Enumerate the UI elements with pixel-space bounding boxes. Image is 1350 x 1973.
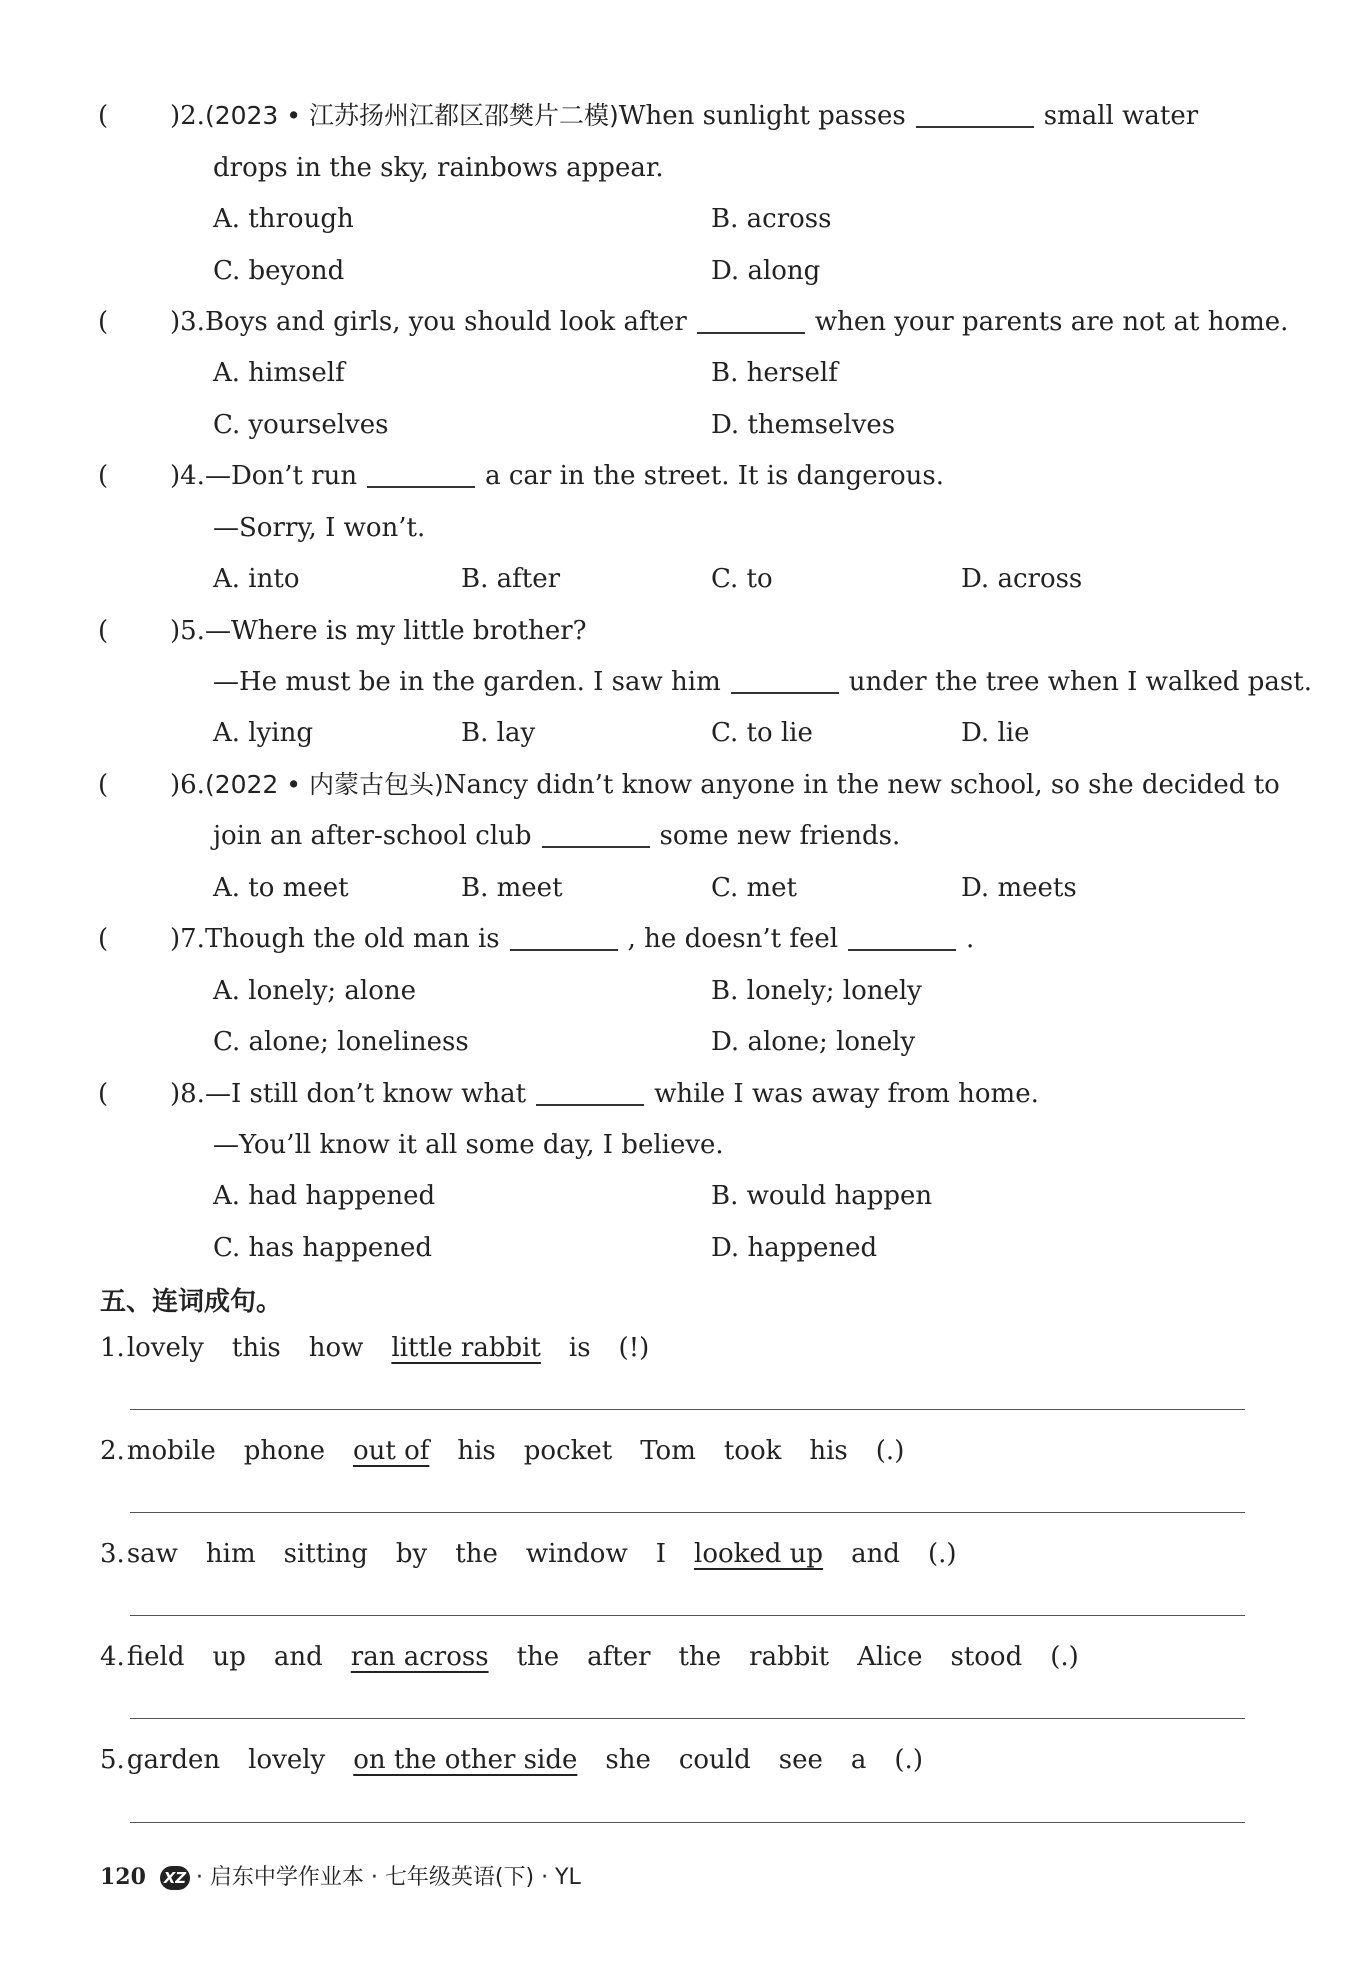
word-chip: (.) [894, 1745, 923, 1775]
word-order-row [100, 1330, 677, 1366]
question-stem: join an after-school club [213, 821, 532, 851]
question-stem: Though the old man is [204, 924, 500, 954]
option-a[interactable]: A. into [213, 564, 300, 594]
answer-line[interactable] [130, 1822, 1245, 1823]
word-chip: field [126, 1642, 185, 1672]
question-8-line-2: —You’ll know it all some day, I believe. [213, 1130, 724, 1160]
question-number: )3. [170, 307, 205, 337]
word-chip: a [850, 1745, 867, 1775]
word-chip: I [655, 1539, 666, 1569]
word-chip: stood [950, 1642, 1023, 1672]
word-chip: could [678, 1745, 751, 1775]
word-chip: Alice [857, 1642, 923, 1672]
question-stem: . [966, 924, 975, 954]
question-stem: small water [1043, 101, 1199, 131]
fill-blank[interactable] [697, 332, 805, 334]
item-number: 2. [100, 1436, 125, 1466]
option-d[interactable]: D. across [961, 564, 1083, 594]
word-chip: pocket [523, 1436, 613, 1466]
answer-paren: ( [98, 616, 109, 646]
question-stem: under the tree when I walked past. [848, 667, 1312, 697]
option-d[interactable]: D. lie [961, 718, 1030, 748]
word-chip: (.) [1050, 1642, 1079, 1672]
word-chip: Tom [640, 1436, 696, 1466]
fill-blank[interactable] [536, 1104, 644, 1106]
option-c[interactable]: C. beyond [213, 256, 345, 286]
question-stem: Boys and girls, you should look after [204, 307, 687, 337]
option-d[interactable]: D. themselves [711, 410, 896, 440]
question-stem: while I was away from home. [654, 1079, 1039, 1109]
word-chip: mobile [126, 1436, 216, 1466]
word-chip: the [455, 1539, 498, 1569]
question-6-line-2 [213, 818, 900, 854]
word-chip: and [273, 1642, 323, 1672]
word-chip: out of [352, 1436, 430, 1466]
option-c[interactable]: C. to [711, 564, 773, 594]
item-number: 1. [100, 1333, 125, 1363]
word-chip: his [457, 1436, 496, 1466]
question-4-line-2: —Sorry, I won’t. [213, 513, 426, 543]
option-a[interactable]: A. lying [213, 718, 314, 748]
option-a[interactable]: A. himself [213, 358, 345, 388]
item-number: 5. [100, 1745, 125, 1775]
question-stem: , he doesn’t feel [627, 924, 839, 954]
answer-line[interactable] [130, 1718, 1245, 1719]
question-source: (2022 • 内蒙古包头) [204, 770, 444, 799]
option-c[interactable]: C. met [711, 873, 797, 903]
question-2-line-2: drops in the sky, rainbows appear. [213, 153, 664, 183]
word-chip: (!) [618, 1333, 650, 1363]
option-b[interactable]: B. herself [711, 358, 838, 388]
item-number: 3. [100, 1539, 125, 1569]
question-number: )5. [170, 616, 205, 646]
option-b[interactable]: B. lay [461, 718, 536, 748]
fill-blank[interactable] [848, 949, 956, 951]
answer-line[interactable] [130, 1409, 1245, 1410]
word-chip: and [851, 1539, 900, 1569]
question-stem: —Don’t run [204, 461, 358, 491]
page-number: 120 [100, 1864, 146, 1890]
question-stem: Nancy didn’t know anyone in the new school, so she decided to [443, 770, 1280, 800]
word-order-row [100, 1536, 985, 1572]
option-d[interactable]: D. happened [711, 1233, 878, 1263]
word-chip: took [723, 1436, 782, 1466]
word-chip: (.) [927, 1539, 957, 1569]
fill-blank[interactable] [510, 949, 618, 951]
option-b[interactable]: B. after [461, 564, 561, 594]
section-title: 五、连词成句。 [100, 1287, 283, 1317]
word-chip: his [809, 1436, 848, 1466]
answer-paren: ( [98, 924, 109, 954]
question-number: )4. [170, 461, 205, 491]
option-b[interactable]: B. lonely; lonely [711, 976, 922, 1006]
answer-line[interactable] [130, 1615, 1245, 1616]
item-number: 4. [100, 1642, 125, 1672]
word-chip: after [587, 1642, 651, 1672]
option-b[interactable]: B. meet [461, 873, 563, 903]
word-chip: on the other side [353, 1745, 578, 1775]
option-c[interactable]: C. has happened [213, 1233, 433, 1263]
answer-paren: ( [98, 307, 109, 337]
word-chip: rabbit [749, 1642, 830, 1672]
question-stem: —He must be in the garden. I saw him [213, 667, 721, 697]
word-chip: the [516, 1642, 560, 1672]
fill-blank[interactable] [916, 126, 1034, 128]
option-d[interactable]: D. along [711, 256, 821, 286]
option-d[interactable]: D. meets [961, 873, 1077, 903]
word-order-row [100, 1742, 951, 1778]
question-number: )6. [170, 770, 205, 800]
word-chip: phone [243, 1436, 325, 1466]
answer-paren: ( [98, 461, 109, 491]
word-chip: up [212, 1642, 246, 1672]
answer-line[interactable] [130, 1512, 1245, 1513]
question-number: )8. [170, 1079, 205, 1109]
book-title: · 启东中学作业本 · 七年级英语(下) · YL [195, 1865, 581, 1890]
word-order-row [100, 1639, 1107, 1675]
word-chip: saw [126, 1539, 178, 1569]
answer-paren: ( [98, 1079, 109, 1109]
question-number: )7. [170, 924, 205, 954]
fill-blank[interactable] [367, 486, 475, 488]
word-chip: this [231, 1333, 281, 1363]
word-chip: ran across [350, 1642, 489, 1672]
word-chip: is [568, 1333, 591, 1363]
question-stem: When sunlight passes [618, 101, 906, 131]
option-c[interactable]: C. to lie [711, 718, 813, 748]
question-stem: a car in the street. It is dangerous. [485, 461, 945, 491]
option-c[interactable]: C. alone; loneliness [213, 1027, 469, 1057]
option-a[interactable]: A. lonely; alone [213, 976, 417, 1006]
question-stem: —I still don’t know what [204, 1079, 527, 1109]
option-b[interactable]: B. across [711, 204, 832, 234]
word-chip: the [678, 1642, 722, 1672]
word-chip: lovely [248, 1745, 326, 1775]
word-chip: looked up [694, 1539, 824, 1569]
word-chip: she [605, 1745, 651, 1775]
word-chip: little rabbit [391, 1333, 541, 1363]
page-footer [100, 1860, 581, 1895]
question-number: )2. [170, 101, 205, 131]
question-stem: some new friends. [659, 821, 901, 851]
answer-paren: ( [98, 101, 109, 131]
option-a[interactable]: A. to meet [213, 873, 349, 903]
answer-paren: ( [98, 770, 109, 800]
question-stem: when your parents are not at home. [814, 307, 1289, 337]
word-chip: lovely [126, 1333, 204, 1363]
word-chip: (.) [875, 1436, 905, 1466]
word-chip: by [395, 1539, 428, 1569]
option-c[interactable]: C. yourselves [213, 410, 389, 440]
option-d[interactable]: D. alone; lonely [711, 1027, 916, 1057]
word-chip: how [308, 1333, 364, 1363]
question-stem: —Where is my little brother? [204, 616, 587, 646]
publisher-logo: XZ [160, 1866, 190, 1890]
option-a[interactable]: A. had happened [213, 1181, 436, 1211]
fill-blank[interactable] [542, 846, 650, 848]
question-source: (2023 • 江苏扬州江都区邵樊片二模) [204, 101, 619, 130]
word-chip: see [778, 1745, 823, 1775]
word-chip: window [525, 1539, 628, 1569]
word-chip: sitting [283, 1539, 368, 1569]
fill-blank[interactable] [731, 692, 839, 694]
word-chip: garden [126, 1745, 221, 1775]
word-chip: him [205, 1539, 256, 1569]
option-a[interactable]: A. through [213, 204, 354, 234]
question-5-line-2 [213, 664, 1312, 700]
option-b[interactable]: B. would happen [711, 1181, 933, 1211]
word-order-row [100, 1433, 932, 1469]
